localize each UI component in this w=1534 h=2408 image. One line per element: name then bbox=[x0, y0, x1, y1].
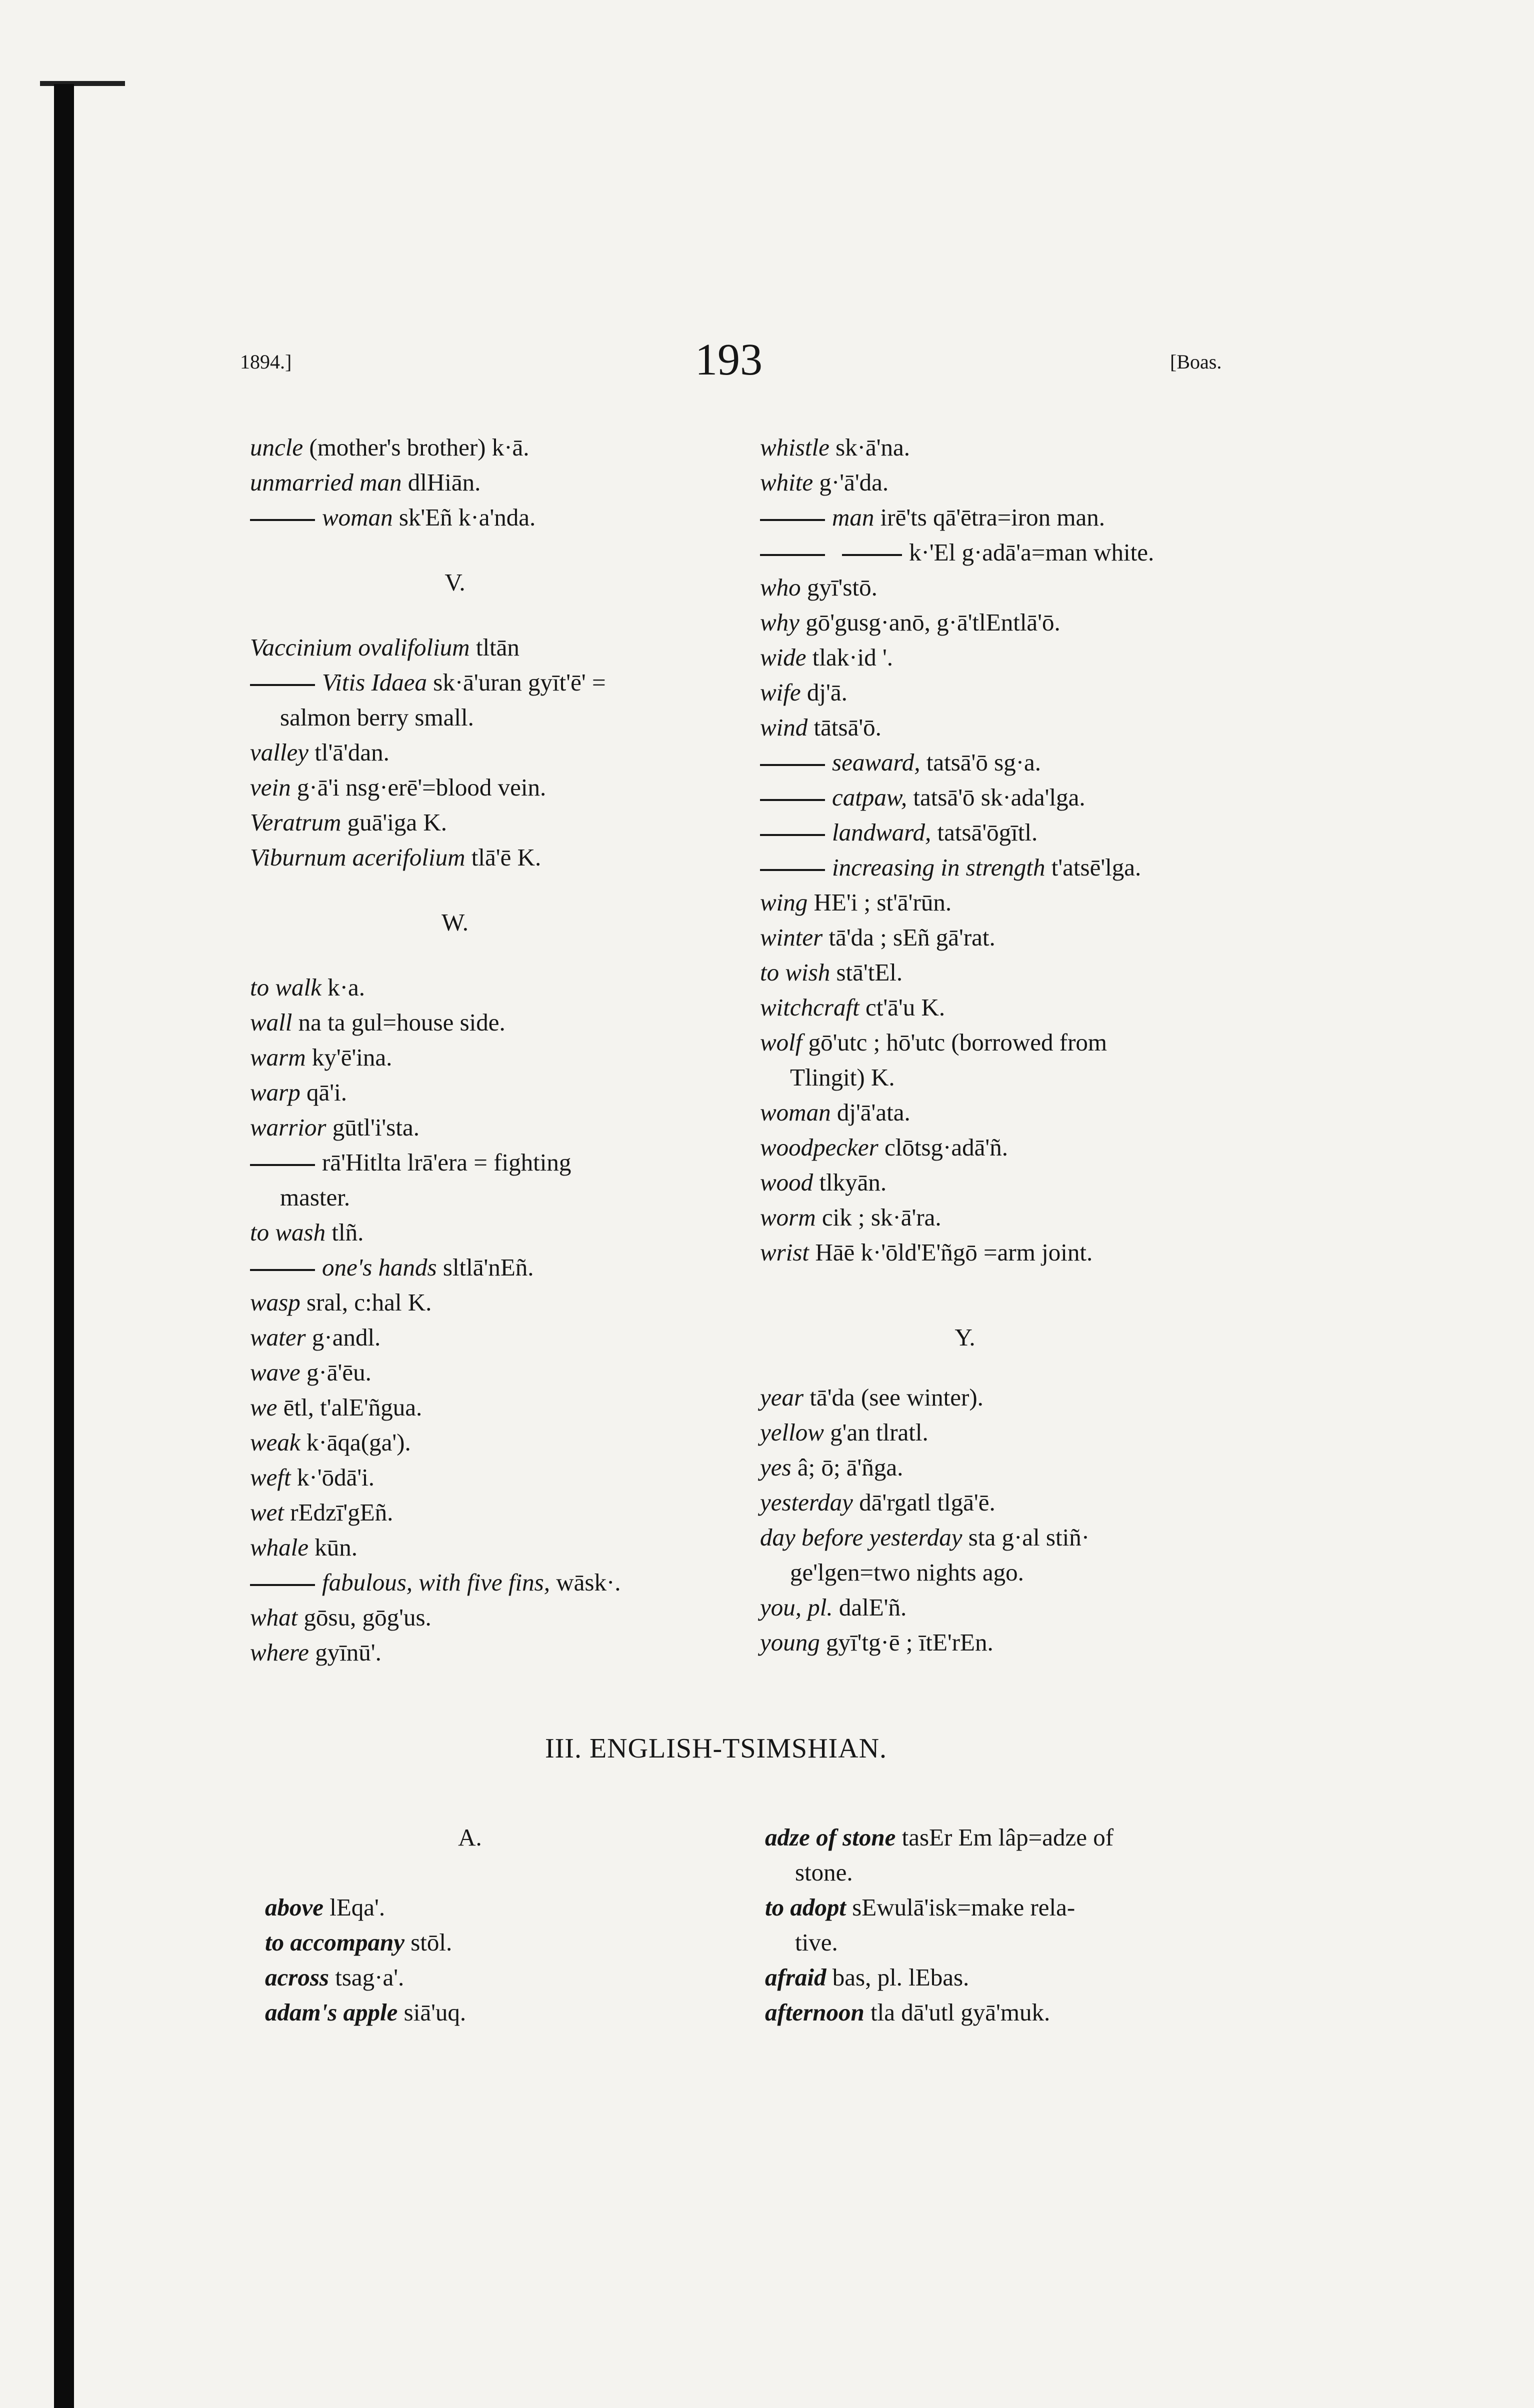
entry-continuation: ge'lgen=two nights ago. bbox=[790, 1558, 1024, 1586]
dictionary-entry bbox=[250, 1040, 770, 1075]
entry-translation: tā'da (see winter). bbox=[804, 1384, 984, 1411]
repeat-dash bbox=[760, 554, 825, 556]
entry-translation: kūn. bbox=[308, 1534, 358, 1561]
entry-translation: ky'ē'ina. bbox=[306, 1044, 392, 1071]
y-entries bbox=[760, 1380, 1280, 1660]
entry-headword: wife bbox=[760, 678, 801, 706]
w-entries-continued bbox=[760, 430, 1280, 1270]
entry-translation: (mother's brother) k·ā. bbox=[303, 434, 530, 461]
entry-headword: day before yesterday bbox=[760, 1524, 962, 1551]
entry-translation: sta g·al stiñ· bbox=[962, 1524, 1090, 1551]
dictionary-entry bbox=[760, 1380, 1280, 1415]
entry-headword: what bbox=[250, 1604, 298, 1631]
entry-translation: rā'Hitlta lrā'era = fighting bbox=[322, 1148, 572, 1176]
repeat-dash bbox=[760, 764, 825, 766]
entry-translation: â; ō; ā'ñga. bbox=[791, 1454, 904, 1481]
entry-headword: to wash bbox=[250, 1218, 326, 1246]
entry-headword: valley bbox=[250, 738, 308, 766]
dictionary-entry bbox=[760, 1415, 1280, 1450]
entry-translation: k·a. bbox=[321, 974, 365, 1001]
entry-translation: tasEr Em lâp=adze of bbox=[896, 1824, 1114, 1851]
repeat-dash bbox=[250, 1269, 315, 1271]
repeat-dash bbox=[760, 869, 825, 871]
entry-headword: to wish bbox=[760, 958, 830, 986]
entry-translation: ētl, t'alE'ñgua. bbox=[277, 1394, 422, 1421]
entry-headword: afraid bbox=[765, 1964, 826, 1991]
entry-translation: gōsu, gōg'us. bbox=[298, 1604, 432, 1631]
entry-translation: dalE'ñ. bbox=[832, 1594, 907, 1621]
entry-continuation: stone. bbox=[795, 1858, 853, 1886]
repeat-dash bbox=[760, 799, 825, 801]
dictionary-entry bbox=[265, 1925, 785, 1960]
entry-headword: year bbox=[760, 1384, 804, 1411]
dictionary-entry bbox=[250, 1460, 770, 1495]
entry-headword: Vitis Idaea bbox=[322, 668, 428, 696]
dictionary-entry bbox=[760, 675, 1280, 710]
entry-translation: ct'ā'u K. bbox=[859, 994, 946, 1021]
dictionary-entry bbox=[760, 1590, 1280, 1625]
dictionary-entry bbox=[765, 1995, 1285, 2030]
entry-translation: dlHiān. bbox=[402, 468, 481, 496]
dictionary-entry bbox=[250, 970, 770, 1005]
dictionary-entry bbox=[250, 1320, 770, 1355]
entry-headword: to walk bbox=[250, 974, 322, 1001]
entry-translation: g·'ā'da. bbox=[813, 468, 889, 496]
dictionary-entry bbox=[760, 850, 1280, 885]
entry-headword: yellow bbox=[760, 1418, 824, 1446]
entry-translation: gyī'tg·ē ; ītE'rEn. bbox=[820, 1628, 994, 1656]
dictionary-entry bbox=[760, 990, 1280, 1025]
entry-headword: whistle bbox=[760, 434, 830, 461]
dictionary-entry bbox=[760, 605, 1280, 640]
repeat-dash bbox=[250, 1164, 315, 1166]
dictionary-entry bbox=[765, 1960, 1285, 1995]
right-column-bottom bbox=[765, 1820, 1285, 2030]
entry-headword: we bbox=[250, 1394, 278, 1421]
v-entries bbox=[250, 630, 770, 875]
entry-headword: yes bbox=[760, 1454, 792, 1481]
entry-translation: dā'rgatl tlgā'ē. bbox=[852, 1488, 996, 1516]
entry-translation: k·'ōdā'i. bbox=[290, 1464, 375, 1491]
entry-headword: water bbox=[250, 1324, 306, 1351]
dictionary-entry bbox=[760, 570, 1280, 605]
entry-headword: who bbox=[760, 574, 801, 601]
entry-headword: woodpecker bbox=[760, 1134, 878, 1161]
entry-translation: gyī'stō. bbox=[800, 574, 878, 601]
entry-headword: wave bbox=[250, 1358, 300, 1386]
entry-headword: wing bbox=[760, 888, 808, 916]
entry-headword: weak bbox=[250, 1428, 300, 1456]
entry-translation: tā'da ; sEñ gā'rat. bbox=[822, 924, 996, 951]
dictionary-entry bbox=[250, 1110, 770, 1145]
entry-translation: sk·ā'uran gyīt'ē' = bbox=[427, 668, 606, 696]
entry-headword: across bbox=[265, 1964, 329, 1991]
entry-headword: white bbox=[760, 468, 814, 496]
dictionary-entry bbox=[760, 1235, 1280, 1270]
entry-translation: tl'ā'dan. bbox=[308, 738, 390, 766]
repeat-dash bbox=[250, 684, 315, 686]
dictionary-entry bbox=[250, 735, 770, 770]
entry-translation: g·andl. bbox=[306, 1324, 381, 1351]
entry-translation: sral, c:hal K. bbox=[300, 1288, 432, 1316]
entry-headword: wide bbox=[760, 644, 806, 671]
left-column-bottom bbox=[265, 1820, 785, 2030]
dictionary-entry bbox=[760, 430, 1280, 465]
entry-headword: woman bbox=[760, 1098, 831, 1126]
binding-edge bbox=[54, 84, 74, 2408]
dictionary-entry bbox=[760, 955, 1280, 990]
entry-headword: afternoon bbox=[765, 1998, 864, 2026]
right-column-top bbox=[760, 430, 1280, 1660]
repeat-dash bbox=[842, 554, 902, 556]
entry-translation: gyīnū'. bbox=[308, 1638, 382, 1666]
section-title: III. ENGLISH-TSIMSHIAN. bbox=[545, 1733, 888, 1764]
entry-translation: k·'El g·adā'a=man white. bbox=[909, 538, 1154, 566]
entry-headword: woman bbox=[322, 504, 393, 531]
entry-translation: tatsā'ō sk·ada'lga. bbox=[907, 784, 1086, 811]
dictionary-entry bbox=[250, 500, 770, 535]
entry-headword: witchcraft bbox=[760, 994, 860, 1021]
entry-translation: g'an tlratl. bbox=[824, 1418, 928, 1446]
entry-translation: dj'ā'ata. bbox=[830, 1098, 910, 1126]
entry-continuation: salmon berry small. bbox=[280, 704, 474, 731]
entry-headword: wrist bbox=[760, 1238, 810, 1266]
entry-headword: Viburnum acerifolium bbox=[250, 844, 466, 871]
dictionary-entry bbox=[250, 1145, 770, 1215]
entry-headword: fabulous, with five fins, bbox=[322, 1568, 550, 1596]
entry-headword: uncle bbox=[250, 434, 304, 461]
entry-translation: Hāē k·'ōld'E'ñgō =arm joint. bbox=[809, 1238, 1093, 1266]
dictionary-entry bbox=[265, 1890, 785, 1925]
entry-headword: Veratrum bbox=[250, 808, 342, 836]
entry-headword: worm bbox=[760, 1204, 816, 1231]
entry-translation: tlkyān. bbox=[813, 1168, 887, 1196]
dictionary-entry bbox=[765, 1890, 1285, 1960]
entry-headword: where bbox=[250, 1638, 309, 1666]
dictionary-entry bbox=[760, 1130, 1280, 1165]
dictionary-entry bbox=[760, 1165, 1280, 1200]
dictionary-entry bbox=[250, 805, 770, 840]
w-entries bbox=[250, 970, 770, 1670]
entry-translation: HE'i ; st'ā'rūn. bbox=[808, 888, 952, 916]
entry-translation: stā'tEl. bbox=[830, 958, 903, 986]
entry-translation: cik ; sk·ā'ra. bbox=[816, 1204, 942, 1231]
entry-headword: wall bbox=[250, 1008, 292, 1036]
entry-translation: rEdzī'gEñ. bbox=[284, 1498, 394, 1526]
dictionary-entry bbox=[250, 1250, 770, 1285]
entry-headword: winter bbox=[760, 924, 823, 951]
entry-headword: why bbox=[760, 608, 800, 636]
entry-headword: Vaccinium ovalifolium bbox=[250, 634, 470, 661]
entry-continuation: Tlingit) K. bbox=[790, 1064, 895, 1091]
dictionary-entry bbox=[250, 465, 770, 500]
entry-translation: gō'utc ; hō'utc (borrowed from bbox=[802, 1028, 1108, 1056]
dictionary-entry bbox=[265, 1960, 785, 1995]
repeat-dash bbox=[760, 834, 825, 836]
dictionary-entry bbox=[250, 1355, 770, 1390]
dictionary-entry bbox=[250, 1425, 770, 1460]
entry-translation: tltān bbox=[470, 634, 520, 661]
entry-headword: wolf bbox=[760, 1028, 802, 1056]
dictionary-entry bbox=[250, 1390, 770, 1425]
entry-headword: wet bbox=[250, 1498, 284, 1526]
entry-translation: tatsā'ō sg·a. bbox=[920, 748, 1042, 776]
u-entries bbox=[250, 430, 770, 535]
entry-translation: sEwulā'isk=make rela- bbox=[846, 1894, 1076, 1921]
entry-headword: yesterday bbox=[760, 1488, 853, 1516]
entry-translation: sk'Eñ k·a'nda. bbox=[392, 504, 536, 531]
entry-translation: tlā'ē K. bbox=[465, 844, 542, 871]
header-author: [Boas. bbox=[1170, 350, 1222, 373]
dictionary-entry bbox=[760, 535, 1280, 570]
a-entries-continued bbox=[765, 1820, 1285, 2030]
page-number: 193 bbox=[695, 335, 762, 384]
entry-headword: young bbox=[760, 1628, 820, 1656]
entry-headword: warp bbox=[250, 1078, 300, 1106]
dictionary-entry bbox=[760, 780, 1280, 815]
dictionary-entry bbox=[250, 1565, 770, 1600]
dictionary-entry bbox=[250, 630, 770, 665]
repeat-dash bbox=[250, 519, 315, 521]
entry-translation: wāsk·. bbox=[550, 1568, 621, 1596]
entry-continuation: master. bbox=[280, 1184, 350, 1211]
entry-headword: increasing in strength bbox=[832, 854, 1046, 881]
entry-translation: sltlā'nEñ. bbox=[436, 1254, 534, 1281]
entry-translation: g·ā'i nsg·erē'=blood vein. bbox=[290, 774, 546, 801]
dictionary-entry bbox=[250, 770, 770, 805]
entry-headword: one's hands bbox=[322, 1254, 437, 1281]
dictionary-entry bbox=[250, 665, 770, 735]
dictionary-entry bbox=[250, 1600, 770, 1635]
left-column-top bbox=[250, 430, 770, 1670]
a-entries bbox=[265, 1890, 785, 2030]
letter-heading-v: V. bbox=[444, 568, 466, 596]
entry-headword: above bbox=[265, 1894, 324, 1921]
dictionary-entry bbox=[760, 815, 1280, 850]
entry-headword: wood bbox=[760, 1168, 814, 1196]
dictionary-entry bbox=[760, 500, 1280, 535]
dictionary-entry bbox=[250, 1215, 770, 1250]
dictionary-entry bbox=[250, 1075, 770, 1110]
entry-headword: whale bbox=[250, 1534, 309, 1561]
dictionary-entry bbox=[760, 1485, 1280, 1520]
letter-heading-w: W. bbox=[441, 908, 468, 936]
entry-translation: gūtl'i'sta. bbox=[326, 1114, 420, 1141]
entry-translation: guā'iga K. bbox=[341, 808, 447, 836]
dictionary-entry bbox=[265, 1995, 785, 2030]
entry-continuation: tive. bbox=[795, 1928, 838, 1956]
entry-translation: g·ā'ēu. bbox=[300, 1358, 372, 1386]
letter-heading-y: Y. bbox=[954, 1324, 976, 1351]
entry-headword: warrior bbox=[250, 1114, 326, 1141]
binding-edge-top bbox=[40, 81, 125, 86]
dictionary-entry bbox=[760, 745, 1280, 780]
header-year: 1894.] bbox=[240, 350, 292, 373]
entry-translation: k·āqa(ga'). bbox=[300, 1428, 411, 1456]
entry-headword: adam's apple bbox=[265, 1998, 398, 2026]
dictionary-entry bbox=[250, 1285, 770, 1320]
entry-headword: landward, bbox=[832, 818, 932, 846]
entry-headword: adze of stone bbox=[765, 1824, 896, 1851]
dictionary-entry bbox=[760, 885, 1280, 920]
dictionary-entry bbox=[760, 710, 1280, 745]
entry-translation: qā'i. bbox=[300, 1078, 347, 1106]
dictionary-entry bbox=[250, 1635, 770, 1670]
entry-headword: wind bbox=[760, 714, 808, 741]
entry-translation: tla dā'utl gyā'muk. bbox=[864, 1998, 1050, 2026]
dictionary-entry bbox=[760, 1520, 1280, 1590]
entry-translation: tsag·a'. bbox=[328, 1964, 404, 1991]
entry-translation: tātsā'ō. bbox=[808, 714, 882, 741]
letter-heading-a: A. bbox=[458, 1824, 482, 1851]
dictionary-entry bbox=[765, 1820, 1285, 1890]
entry-translation: clōtsg·adā'ñ. bbox=[878, 1134, 1008, 1161]
entry-headword: vein bbox=[250, 774, 291, 801]
repeat-dash bbox=[760, 519, 825, 521]
entry-translation: gō'gusg·anō, g·ā'tlEntlā'ō. bbox=[799, 608, 1060, 636]
entry-translation: t'atsē'lga. bbox=[1045, 854, 1142, 881]
entry-headword: seaward, bbox=[832, 748, 920, 776]
repeat-dash bbox=[250, 1584, 315, 1586]
entry-translation: sk·ā'na. bbox=[829, 434, 910, 461]
entry-translation: tlak·id '. bbox=[806, 644, 894, 671]
entry-headword: to adopt bbox=[765, 1894, 846, 1921]
entry-translation: bas, pl. lEbas. bbox=[826, 1964, 970, 1991]
dictionary-entry bbox=[760, 640, 1280, 675]
dictionary-entry bbox=[250, 430, 770, 465]
entry-headword: wasp bbox=[250, 1288, 300, 1316]
dictionary-entry bbox=[250, 840, 770, 875]
dictionary-entry bbox=[760, 1450, 1280, 1485]
dictionary-entry bbox=[250, 1530, 770, 1565]
entry-translation: siā'uq. bbox=[398, 1998, 466, 2026]
dictionary-entry bbox=[760, 465, 1280, 500]
dictionary-entry bbox=[760, 920, 1280, 955]
entry-translation: irē'ts qā'ētra=iron man. bbox=[874, 504, 1106, 531]
entry-translation: lEqa'. bbox=[324, 1894, 386, 1921]
entry-headword: catpaw, bbox=[832, 784, 908, 811]
entry-translation: stōl. bbox=[404, 1928, 452, 1956]
dictionary-entry bbox=[250, 1495, 770, 1530]
entry-translation: na ta gul=house side. bbox=[292, 1008, 506, 1036]
dictionary-entry bbox=[760, 1025, 1280, 1095]
dictionary-entry bbox=[760, 1200, 1280, 1235]
entry-headword: man bbox=[832, 504, 874, 531]
entry-headword: to accompany bbox=[265, 1928, 404, 1956]
entry-headword: warm bbox=[250, 1044, 306, 1071]
entry-headword: unmarried man bbox=[250, 468, 402, 496]
dictionary-entry bbox=[760, 1095, 1280, 1130]
entry-headword: you, pl. bbox=[760, 1594, 833, 1621]
dictionary-entry bbox=[250, 1005, 770, 1040]
dictionary-entry bbox=[760, 1625, 1280, 1660]
entry-translation: dj'ā. bbox=[800, 678, 848, 706]
entry-translation: tlñ. bbox=[326, 1218, 364, 1246]
entry-translation: tatsā'ōgītl. bbox=[931, 818, 1038, 846]
entry-headword: weft bbox=[250, 1464, 291, 1491]
